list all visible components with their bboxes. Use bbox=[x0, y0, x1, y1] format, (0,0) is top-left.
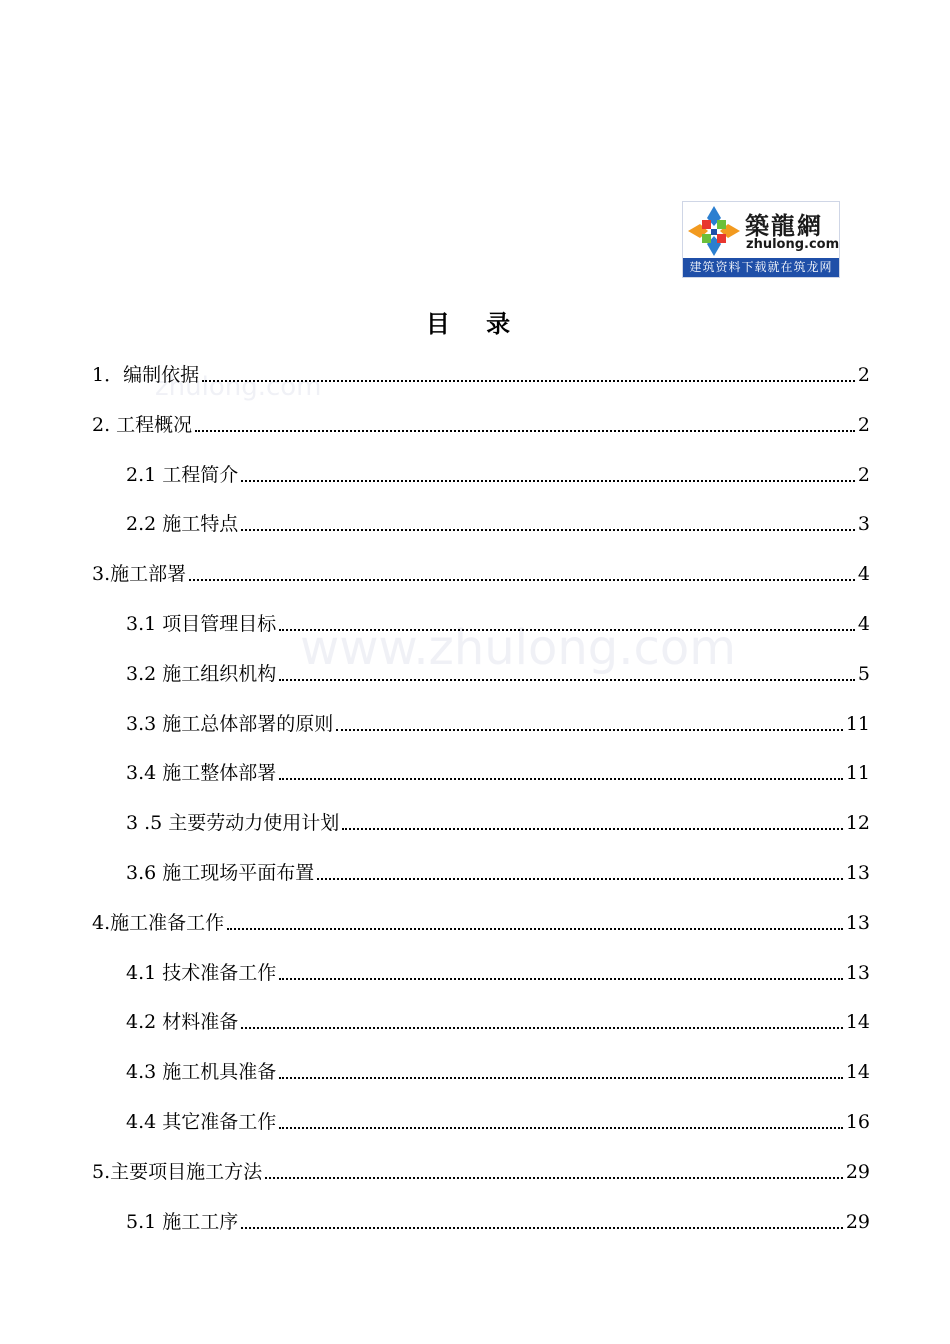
toc-entry[interactable] bbox=[92, 899, 870, 935]
toc-entry-page: 16 bbox=[845, 1111, 870, 1133]
toc-entry-label: 5.1 施工工序 bbox=[126, 1211, 239, 1233]
toc-entry-label: 4.1 技术准备工作 bbox=[126, 962, 277, 984]
toc-entry-page: 13 bbox=[845, 862, 870, 884]
toc-dot-leader bbox=[241, 480, 855, 482]
toc-entry-page: 5 bbox=[857, 663, 870, 685]
toc-entry[interactable] bbox=[92, 550, 870, 586]
toc-entry-label: 3.4 施工整体部署 bbox=[126, 762, 277, 784]
toc-dot-leader bbox=[241, 1027, 843, 1029]
toc-entry-page: 13 bbox=[845, 912, 870, 934]
toc-dot-leader bbox=[202, 380, 855, 382]
toc-entry-label: 3.3 施工总体部署的原则 bbox=[126, 713, 334, 735]
zhulong-logo bbox=[682, 201, 840, 278]
toc-entry-page: 3 bbox=[857, 513, 870, 535]
logo-slogan: 建筑资料下载就在筑龙网 bbox=[683, 258, 839, 277]
toc-entry-page: 4 bbox=[857, 563, 870, 585]
toc-entry[interactable] bbox=[92, 351, 870, 387]
toc-dot-leader bbox=[241, 529, 855, 531]
toc-dot-leader bbox=[279, 679, 855, 681]
toc-entry[interactable] bbox=[126, 799, 870, 835]
toc-entry-label: 1．编制依据 bbox=[92, 364, 200, 386]
toc-dot-leader bbox=[241, 1227, 843, 1229]
toc-entry-page: 29 bbox=[845, 1161, 870, 1183]
toc-entry-page: 13 bbox=[845, 962, 870, 984]
toc-entry-label: 3.6 施工现场平面布置 bbox=[126, 862, 315, 884]
page-title: 目 录 bbox=[425, 309, 525, 338]
toc-entry[interactable] bbox=[126, 500, 870, 536]
zhulong-logo-mark-icon bbox=[685, 204, 743, 258]
toc-entry[interactable] bbox=[126, 600, 870, 636]
toc-dot-leader bbox=[317, 878, 843, 880]
toc-entry-label: 2.1 工程简介 bbox=[126, 464, 239, 486]
toc-dot-leader bbox=[265, 1177, 843, 1179]
toc-entry-page: 14 bbox=[845, 1011, 870, 1033]
toc-dot-leader bbox=[279, 978, 843, 980]
toc-entry[interactable] bbox=[126, 1198, 870, 1234]
toc-dot-leader bbox=[279, 629, 855, 631]
toc-entry-page: 11 bbox=[845, 713, 870, 735]
toc-entry[interactable] bbox=[92, 401, 870, 437]
toc-entry-page: 2 bbox=[857, 464, 870, 486]
toc-dot-leader bbox=[189, 579, 855, 581]
toc-entry[interactable] bbox=[126, 1048, 870, 1084]
watermark-large: www.zhulong.com bbox=[300, 620, 737, 676]
toc-entry[interactable] bbox=[126, 650, 870, 686]
toc-entry[interactable] bbox=[126, 949, 870, 985]
toc-entry[interactable] bbox=[126, 451, 870, 487]
toc-entry-label: 3.施工部署 bbox=[92, 563, 187, 585]
toc-entry[interactable] bbox=[126, 1098, 870, 1134]
toc-dot-leader bbox=[195, 430, 855, 432]
toc-entry[interactable] bbox=[126, 849, 870, 885]
toc-entry[interactable] bbox=[126, 700, 870, 736]
toc-entry-page: 11 bbox=[845, 762, 870, 784]
toc-entry[interactable] bbox=[126, 998, 870, 1034]
toc-dot-leader bbox=[227, 928, 843, 930]
toc-entry-label: 3.1 项目管理目标 bbox=[126, 613, 277, 635]
logo-chinese-name: 築龍網 bbox=[745, 211, 823, 240]
toc-entry-label: 3 .5 主要劳动力使用计划 bbox=[126, 812, 340, 834]
toc-entry-label: 4.4 其它准备工作 bbox=[126, 1111, 277, 1133]
toc-entry-page: 14 bbox=[845, 1061, 870, 1083]
toc-dot-leader bbox=[336, 729, 843, 731]
toc-entry-label: 2.2 施工特点 bbox=[126, 513, 239, 535]
toc-entry[interactable] bbox=[92, 1148, 870, 1184]
toc-dot-leader bbox=[279, 1127, 843, 1129]
toc-dot-leader bbox=[279, 778, 843, 780]
toc-entry-label: 4.2 材料准备 bbox=[126, 1011, 239, 1033]
toc-entry-label: 3.2 施工组织机构 bbox=[126, 663, 277, 685]
toc-entry-label: 4.施工准备工作 bbox=[92, 912, 225, 934]
toc-entry[interactable] bbox=[126, 749, 870, 785]
toc-entry-page: 2 bbox=[857, 364, 870, 386]
toc-dot-leader bbox=[342, 828, 843, 830]
toc-entry-page: 4 bbox=[857, 613, 870, 635]
toc-entry-page: 2 bbox=[857, 414, 870, 436]
toc-dot-leader bbox=[279, 1077, 843, 1079]
toc-entry-label: 4.3 施工机具准备 bbox=[126, 1061, 277, 1083]
watermark-small: zhulong.com bbox=[155, 372, 322, 402]
logo-domain: zhulong.com bbox=[746, 237, 840, 252]
toc-entry-page: 29 bbox=[845, 1211, 870, 1233]
toc-entry-page: 12 bbox=[845, 812, 870, 834]
toc-entry-label: 5.主要项目施工方法 bbox=[92, 1161, 263, 1183]
toc-entry-label: 2. 工程概况 bbox=[92, 414, 193, 436]
